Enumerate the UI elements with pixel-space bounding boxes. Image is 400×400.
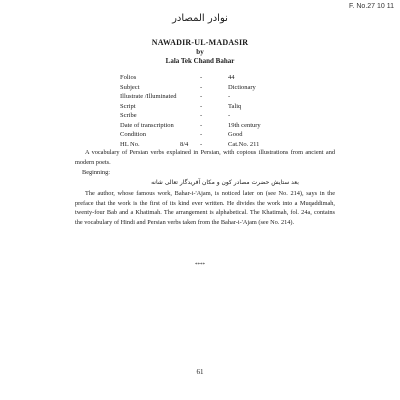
- arabic-title: نوادر المصادر: [172, 13, 228, 24]
- metadata-row-scribe: [120, 112, 340, 122]
- metadata-label: Illustrate /Illuminated: [120, 93, 177, 100]
- page-number: 61: [196, 368, 204, 376]
- metadata-row-illustrated: [120, 93, 340, 103]
- metadata-value: 19th century: [228, 121, 261, 129]
- author-name: Lala Tek Chand Bahar: [165, 57, 235, 65]
- beginning-arabic-text: بعد ستایش حضرت مصادر کون و مکان آفریدگار تعالی شانه: [151, 179, 299, 186]
- metadata-value: Good: [228, 131, 243, 138]
- description-paragraph: A vocabulary of Persian verbs explained in Persian, with copious illustrations from ancient and modern poets.: [75, 149, 335, 166]
- metadata-separator: -: [200, 93, 203, 100]
- manuscript-title: NAWADIR-UL-MADASIR: [151, 38, 249, 47]
- metadata-label: Condition: [120, 131, 147, 138]
- beginning-label: Beginning:: [82, 169, 110, 176]
- metadata-label: Date of transcription: [120, 121, 174, 129]
- metadata-label: Scribe: [120, 112, 137, 119]
- body-paragraph: The author, whose famous work, Bahar-i-'Ajam, is noticed later on (see No. 214), says in the preface that the work is the first of its kind ever written. He divides the work into a Muqaddimah, twenty-four Bab and a Khatimah. The arrangement is alphabetical. The Khatimah, fol. 24a, contains the vocabulary of Hindi and Persian verbs taken from the Bahar-i-'Ajam (see No. 214).: [75, 190, 335, 226]
- metadata-value: Cat.No. 211: [228, 140, 260, 148]
- by-line: by: [196, 48, 204, 56]
- metadata-label: HL No.: [120, 140, 140, 148]
- metadata-separator: -: [200, 74, 203, 81]
- metadata-value: -: [228, 93, 231, 100]
- metadata-extra: 8/4: [180, 140, 189, 148]
- reference-number: F. No.27 10 11: [348, 3, 394, 10]
- metadata-value: -: [228, 112, 231, 119]
- metadata-value: Dictionary: [228, 83, 256, 91]
- metadata-separator: -: [200, 140, 203, 148]
- metadata-value: 44: [228, 74, 235, 81]
- metadata-row-subject: [120, 84, 340, 94]
- metadata-value: Taliq: [228, 102, 242, 110]
- metadata-row-condition: [120, 131, 340, 141]
- metadata-separator: -: [200, 131, 203, 138]
- metadata-label: Subject: [120, 83, 140, 91]
- metadata-label: Script: [120, 102, 136, 110]
- metadata-table: [120, 74, 340, 150]
- metadata-row-folios: [120, 74, 340, 84]
- metadata-separator: -: [200, 112, 203, 119]
- metadata-row-date: [120, 122, 340, 132]
- metadata-separator: -: [200, 83, 203, 91]
- metadata-separator: -: [200, 121, 203, 129]
- section-separator: ****: [195, 263, 205, 268]
- metadata-row-script: [120, 103, 340, 113]
- metadata-separator: -: [200, 102, 203, 110]
- metadata-label: Folios: [120, 74, 137, 81]
